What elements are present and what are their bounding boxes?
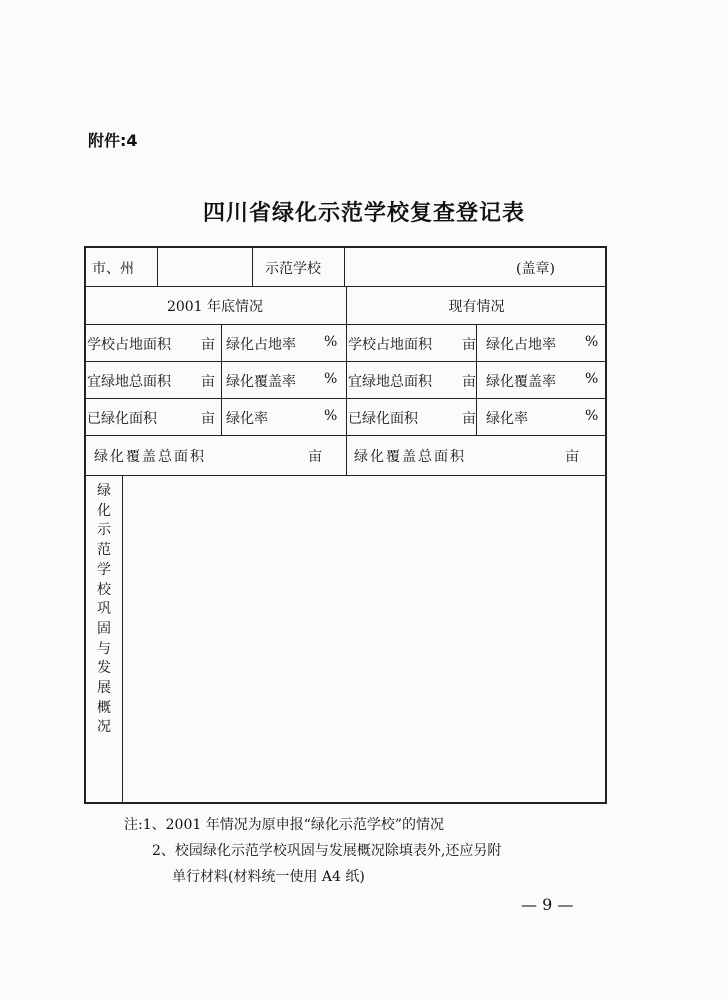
area-unit: 亩 — [462, 337, 476, 353]
area-unit: 亩 — [201, 337, 215, 353]
data-row — [346, 324, 607, 361]
coverage-label-current: 绿化覆盖总面积 — [354, 449, 466, 465]
area-unit: 亩 — [201, 374, 215, 390]
school-label: 示范学校 — [265, 261, 321, 277]
area-label: 学校占地面积 — [87, 337, 171, 353]
area-label: 已绿化面积 — [348, 411, 418, 427]
data-row — [346, 398, 607, 435]
row-divider — [84, 475, 607, 476]
school-field[interactable] — [346, 248, 605, 285]
coverage-unit-2001: 亩 — [308, 449, 322, 465]
note-line-2: 2、校园绿化示范学校巩固与发展概况除填表外,还应另附 — [152, 843, 502, 859]
development-field[interactable] — [124, 477, 605, 802]
city-label: 市、州 — [92, 261, 134, 277]
seal-label: (盖章) — [516, 261, 555, 277]
note-line-1: 注:1、2001 年情况为原申报“绿化示范学校”的情况 — [124, 817, 445, 833]
page-number: — 9 — — [521, 895, 574, 914]
header-2001: 2001 年底情况 — [166, 299, 264, 315]
note-line-3: 单行材料(材料统一使用 A4 纸) — [172, 869, 365, 885]
rate-unit: % — [324, 408, 338, 424]
area-label: 已绿化面积 — [87, 411, 157, 427]
rate-unit: % — [324, 371, 338, 387]
rate-unit: % — [324, 334, 338, 350]
form-title: 四川省绿化示范学校复查登记表 — [202, 201, 525, 226]
rate-label: 绿化率 — [486, 411, 528, 427]
rate-label: 绿化率 — [226, 411, 268, 427]
form-notes — [124, 812, 501, 890]
data-row — [84, 324, 346, 361]
development-vertical-label: 绿 化 示 范 学 校 巩 固 与 发 展 概 况 — [97, 483, 111, 736]
area-label: 学校占地面积 — [348, 337, 432, 353]
col-divider — [344, 246, 345, 286]
city-field[interactable] — [159, 248, 251, 285]
area-unit: 亩 — [201, 411, 215, 427]
rate-unit: % — [585, 371, 599, 387]
rate-label: 绿化占地率 — [226, 337, 296, 353]
rate-unit: % — [585, 408, 599, 424]
coverage-label-2001: 绿化覆盖总面积 — [94, 449, 206, 465]
rate-label: 绿化占地率 — [486, 337, 556, 353]
rate-label: 绿化覆盖率 — [486, 374, 556, 390]
area-label: 宜绿地总面积 — [348, 374, 432, 390]
rate-label: 绿化覆盖率 — [226, 374, 296, 390]
data-row — [84, 398, 346, 435]
data-row — [84, 361, 346, 398]
area-unit: 亩 — [462, 411, 476, 427]
registration-form — [84, 246, 607, 804]
header-current: 现有情况 — [448, 299, 505, 315]
col-divider — [122, 475, 123, 804]
col-divider — [157, 246, 158, 286]
col-divider — [252, 246, 253, 286]
data-row — [346, 361, 607, 398]
rate-unit: % — [585, 334, 599, 350]
area-label: 宜绿地总面积 — [87, 374, 171, 390]
area-unit: 亩 — [462, 374, 476, 390]
attachment-label: 附件:4 — [88, 131, 138, 150]
coverage-unit-current: 亩 — [565, 449, 579, 465]
